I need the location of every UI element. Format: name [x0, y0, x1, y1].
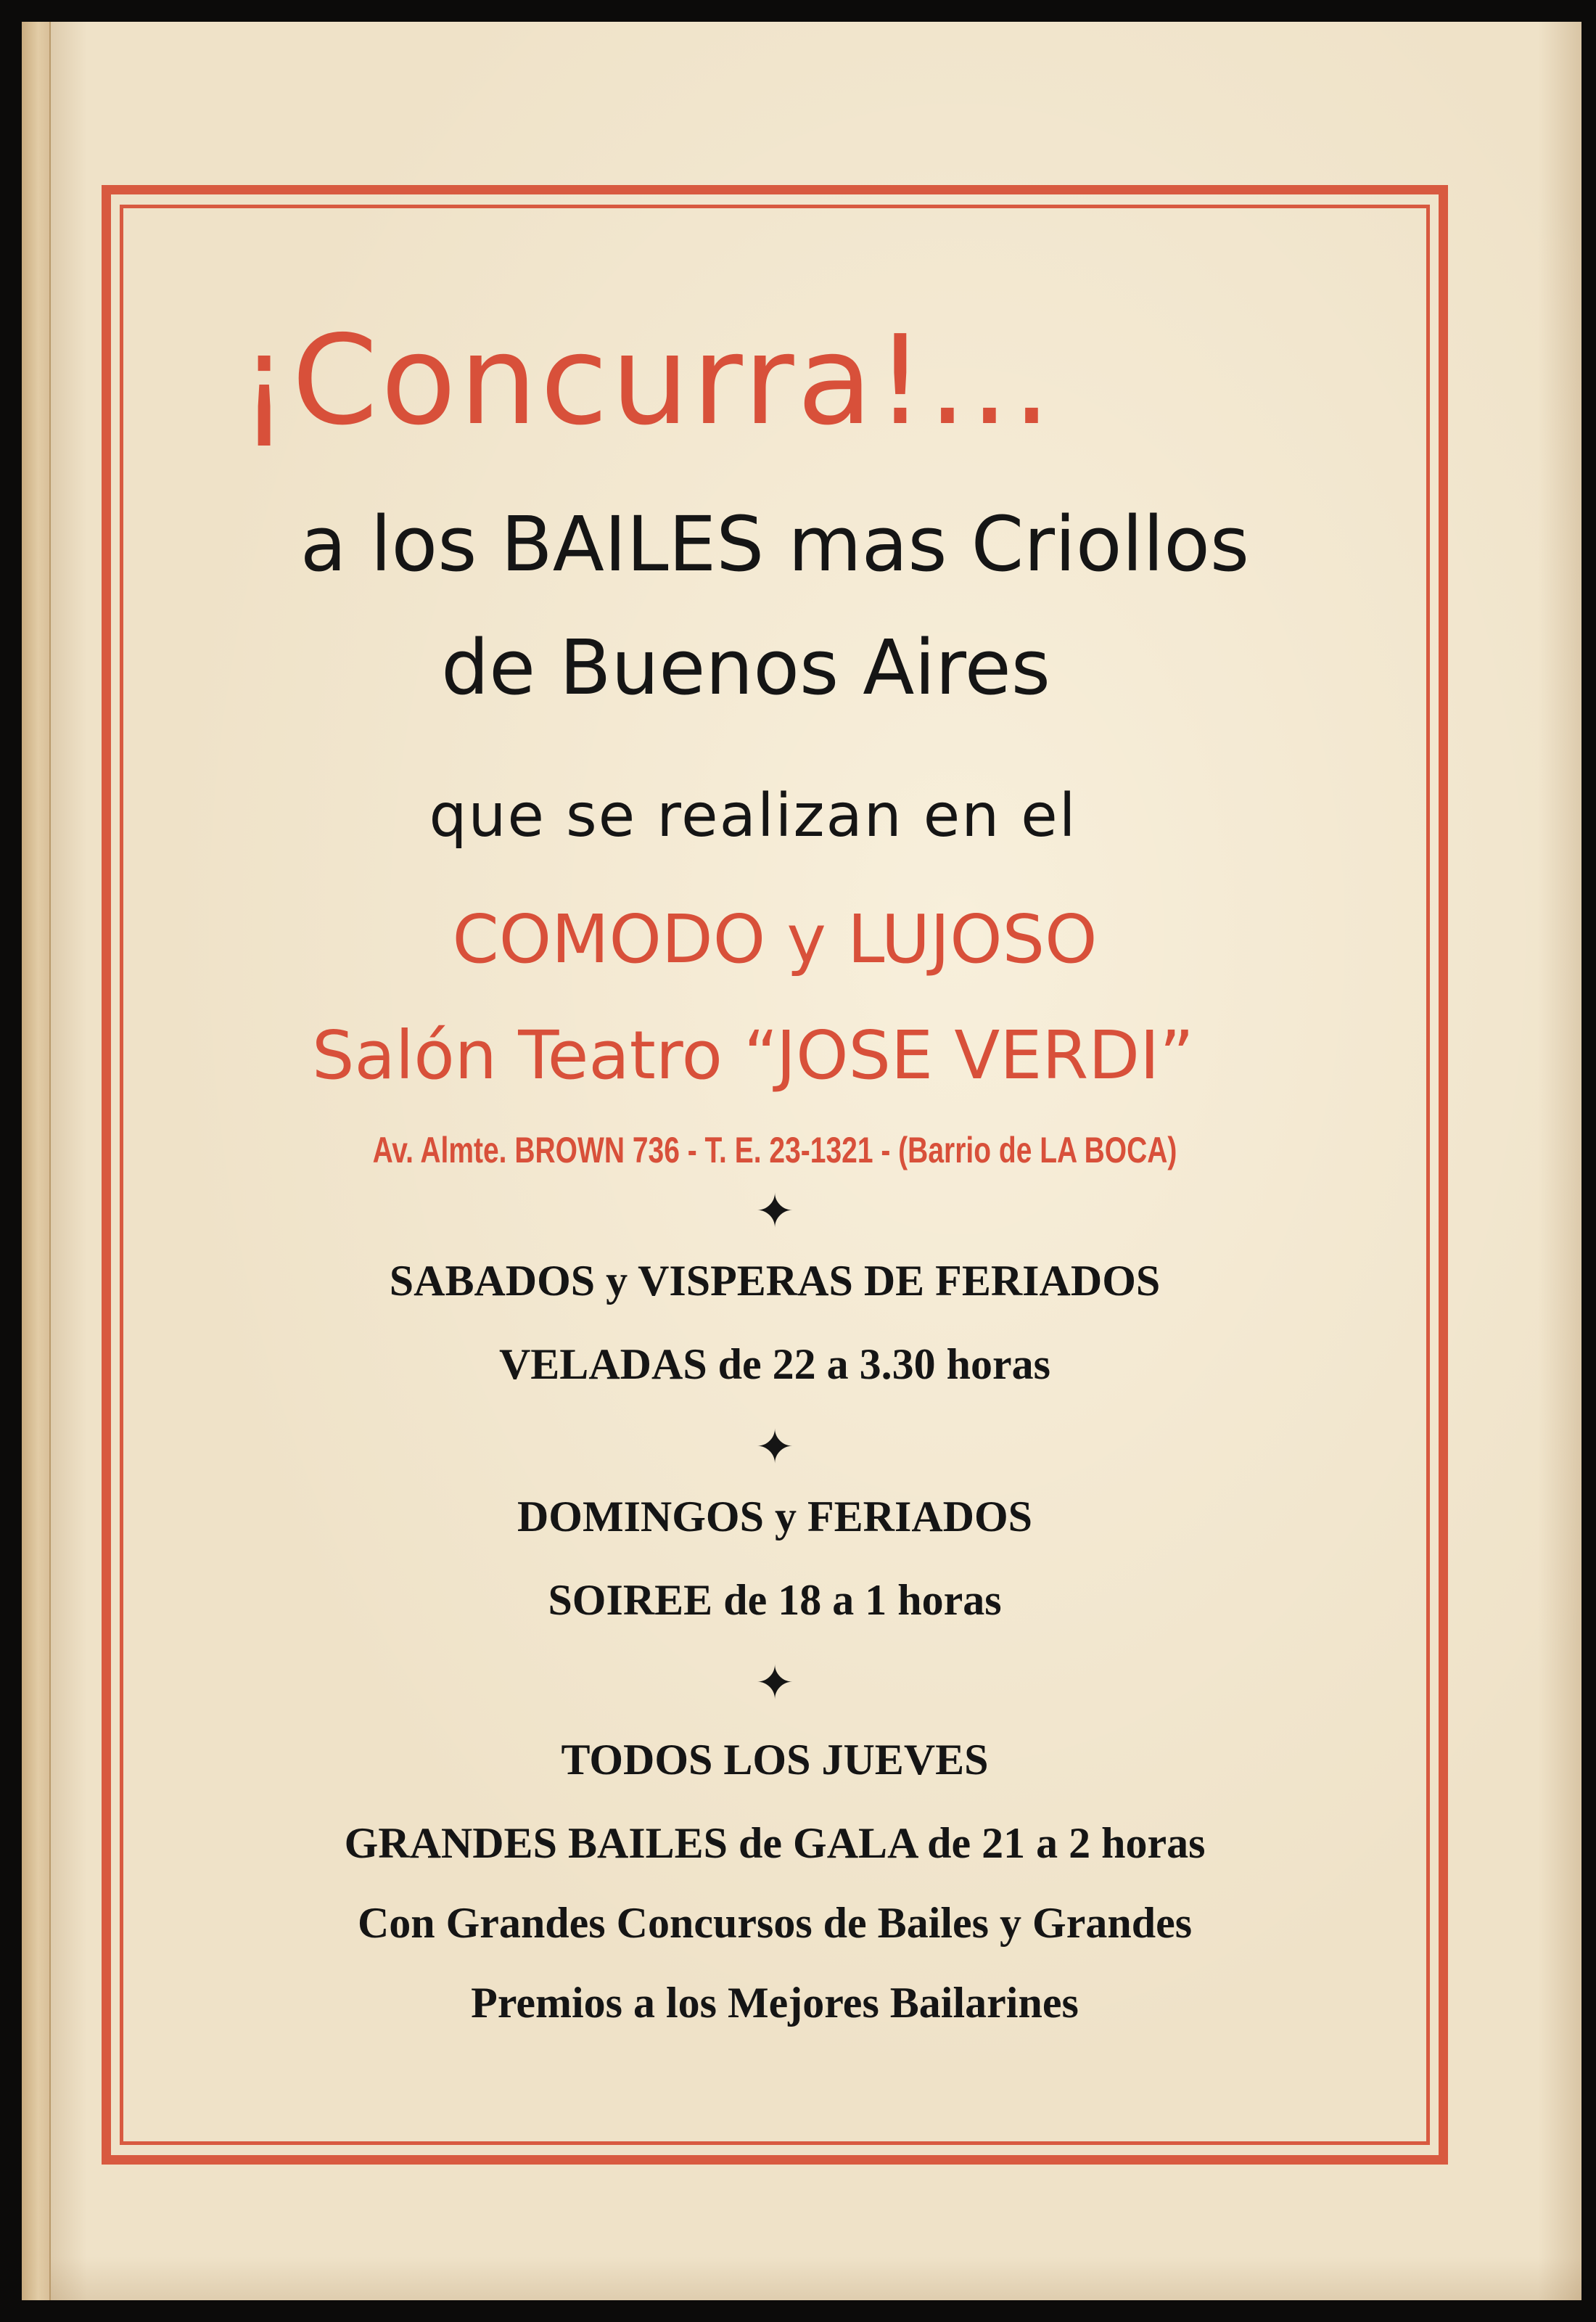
venue-address: Av. Almte. BROWN 736 - T. E. 23-1321 - (Barrio de LA BOCA) — [372, 1130, 1177, 1170]
schedule-detail-thursdays: GRANDES BAILES de GALA de 21 a 2 horas — [344, 1819, 1206, 1867]
advertisement-content — [138, 218, 1412, 2133]
schedule-detail-sundays: SOIREE de 18 a 1 horas — [548, 1576, 1002, 1624]
headline: ¡Concurra!... — [239, 309, 1055, 453]
contest-line-2: Premios a los Mejores Bailarines — [471, 1979, 1079, 2027]
intro-line-3: que se realizan en el — [429, 781, 1077, 850]
separator-star-icon: ✦ — [755, 1185, 794, 1239]
schedule-heading-thursdays: TODOS LOS JUEVES — [561, 1736, 989, 1784]
separator-star-icon: ✦ — [755, 1421, 794, 1474]
page-gutter — [22, 22, 51, 2300]
schedule-heading-sundays: DOMINGOS y FERIADOS — [517, 1493, 1033, 1541]
schedule-detail-saturdays: VELADAS de 22 a 3.30 horas — [498, 1340, 1051, 1388]
contest-line-1: Con Grandes Concursos de Bailes y Grandes — [357, 1899, 1193, 1947]
intro-line-1: a los BAILES mas Criollos — [300, 500, 1250, 588]
venue-line-2: Salón Teatro “JOSE VERDI” — [312, 1017, 1194, 1094]
schedule-heading-saturdays: SABADOS y VISPERAS DE FERIADOS — [389, 1257, 1161, 1305]
intro-line-2: de Buenos Aires — [441, 623, 1050, 712]
separator-star-icon: ✦ — [755, 1657, 794, 1710]
venue-line-1: COMODO y LUJOSO — [452, 901, 1098, 978]
